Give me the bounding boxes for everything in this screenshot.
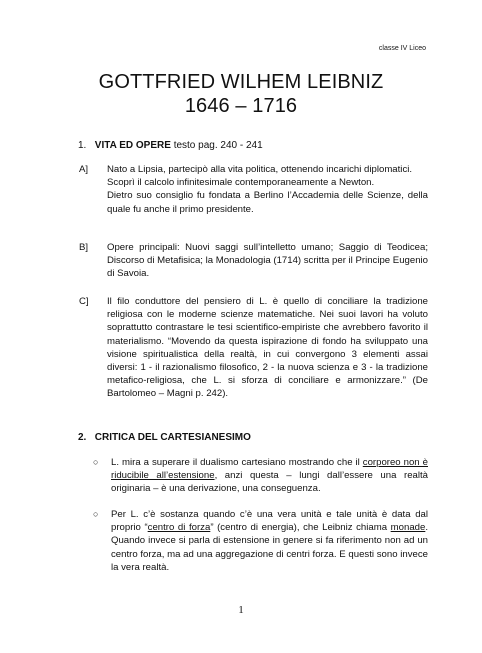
title-dates: 1646 – 1716 (184, 95, 298, 117)
section-2-title: CRITICA DEL CARTESIANESIMO (94, 432, 251, 443)
page-number: 1 (238, 604, 244, 616)
section-1-number: 1. (78, 140, 87, 151)
section-1-heading (78, 139, 263, 152)
bullet-1-text-end: , anzi questa – lungi dall’essere una realtà originaria – è una derivazione, una conseguenza. (111, 470, 428, 495)
bullet-1-text-start: L. mira a superare il dualismo cartesiano mostrando che il (111, 457, 363, 468)
circle-bullet-icon: ○ (93, 457, 99, 467)
paragraph-c-text: Il filo conduttore del pensiero di L. è quello di conciliare la tradizione religiosa con le moderne scienze matematiche. Nei suoi lavori ha voluto soprattutto contrastare le tesi scientifico-empiriste che avrebbero favorito il materialismo. “Movendo da questa ispirazione di fondo ha sviluppato una visione spiritualistica della realtà, in cui convergono 3 elementi assai diversi: 1 - il razionalismo filosofico, 2 - la nuova scienza e 3 - la tradizione metafico-religiosa, che L. si sforza di conciliare e armonizzare.” (De Bartolomeo – Magni p. 242). (107, 296, 428, 400)
paragraph-b (79, 241, 429, 281)
paragraph-a-line-1: Nato a Lipsia, partecipò alla vita politica, ottenendo incarichi diplomatici. (107, 164, 413, 175)
paragraph-b-text: Opere principali: Nuovi saggi sull’intelletto umano; Saggio di Teodicea; Discorso di Metafisica; la Monadologia (1714) scritta per il Principe Eugenio di Savoia. (107, 242, 429, 280)
bullet-2-underlined-2: monade (390, 522, 426, 534)
circle-bullet-icon: ○ (93, 509, 99, 519)
bullet-2-text-end: . Quando invece si parla di estensione in genere si fa riferimento non ad un centro forza, ma ad una aggregazione di centri forza. E questi sono invece la vera realtà. (111, 522, 428, 573)
paragraph-b-label: B] (79, 242, 89, 253)
section-2-heading (78, 431, 251, 444)
bullet-2-text-start: Per L. c’è sostanza quando c’è una vera unità e tale unità è data dal proprio “ (111, 509, 428, 534)
paragraph-a-line-2: Scoprì il calcolo infinitesimale contemporaneamente a Newton. (107, 177, 375, 189)
paragraph-a-label: A] (79, 164, 89, 175)
section-1-ref: testo pag. 240 - 241 (173, 140, 263, 151)
section-2-number: 2. (78, 432, 87, 443)
bullet-item (93, 508, 428, 574)
bullet-1-underlined: corporeo non è riducibile all’estensione (111, 457, 428, 482)
bullet-2-underlined-1: centro di forza (147, 522, 211, 534)
paragraph-a (79, 163, 428, 216)
paragraph-c-label: C] (79, 296, 89, 307)
header-note: classe IV Liceo (378, 45, 426, 52)
title-name: GOTTFRIED WILHEM LEIBNIZ (98, 71, 384, 93)
bullet-item (93, 456, 428, 496)
paragraph-a-line-3: Dietro suo consiglio fu fondata a Berlino l’Accademia delle Scienze, della quale fu anche il primo presidente. (107, 190, 428, 215)
bullet-2-text-mid: ” (centro di energia), che Leibniz chiama (210, 522, 391, 534)
paragraph-c (79, 295, 428, 401)
section-1-title: VITA ED OPERE (94, 140, 171, 151)
